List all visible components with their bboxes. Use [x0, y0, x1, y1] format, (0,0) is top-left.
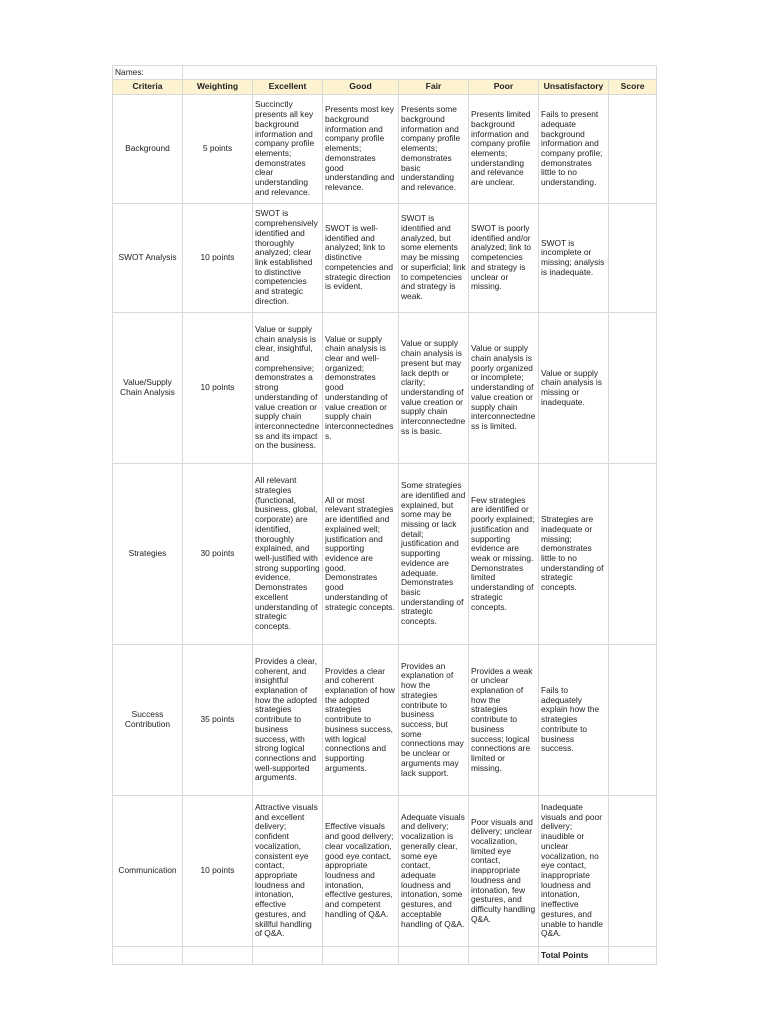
total-points-label: Total Points	[539, 947, 609, 965]
table-row	[113, 204, 657, 313]
unsatisfactory-cell: Value or supply chain analysis is missing or inadequate.	[539, 313, 609, 464]
excellent-cell: Succinctly presents all key background information and company profile elements; demonstrates clear understanding and relevance.	[253, 95, 323, 204]
score-cell[interactable]	[609, 204, 657, 313]
table-row	[113, 645, 657, 796]
good-cell: Value or supply chain analysis is clear and well-organized; demonstrates good understanding of value creation or supply chain interconnectedness.	[323, 313, 399, 464]
header-good: Good	[323, 80, 399, 95]
good-cell: Presents most key background information and company profile elements; demonstrates good understanding and relevance.	[323, 95, 399, 204]
header-unsatisfactory: Unsatisfactory	[539, 80, 609, 95]
score-cell[interactable]	[609, 645, 657, 796]
weighting-cell: 35 points	[183, 645, 253, 796]
criteria-cell: Success Contribution	[113, 645, 183, 796]
poor-cell: SWOT is poorly identified and/or analyzed; link to competencies and strategy is unclear or missing.	[469, 204, 539, 313]
good-cell: SWOT is well-identified and analyzed; link to distinctive competencies and strategic direction is evident.	[323, 204, 399, 313]
header-weighting: Weighting	[183, 80, 253, 95]
fair-cell: SWOT is identified and analyzed, but some elements may be missing or superficial; link to competencies and strategy is weak.	[399, 204, 469, 313]
criteria-cell: Communication	[113, 796, 183, 947]
good-cell: Effective visuals and good delivery; clear vocalization, good eye contact, appropriate loudness and intonation, effective gestures, and competent handling of Q&A.	[323, 796, 399, 947]
poor-cell: Value or supply chain analysis is poorly organized or incomplete; understanding of value creation or supply chain interconnectedness is limited.	[469, 313, 539, 464]
unsatisfactory-cell: SWOT is incomplete or missing; analysis is inadequate.	[539, 204, 609, 313]
excellent-cell: Value or supply chain analysis is clear, insightful, and comprehensive; demonstrates a strong understanding of value creation or supply chain interconnectedness and its impact on the business.	[253, 313, 323, 464]
table-row	[113, 796, 657, 947]
excellent-cell: Provides a clear, coherent, and insightful explanation of how the adopted strategies contribute to business success, with strong logical connections and well-supported arguments.	[253, 645, 323, 796]
empty-cell	[323, 947, 399, 965]
names-field[interactable]	[183, 66, 657, 80]
empty-cell	[113, 947, 183, 965]
table-row	[113, 313, 657, 464]
unsatisfactory-cell: Inadequate visuals and poor delivery; inaudible or unclear vocalization, no eye contact, inappropriate loudness and intonation, ineffective gestures, and unable to handle Q&A.	[539, 796, 609, 947]
excellent-cell: SWOT is comprehensively identified and thoroughly analyzed; clear link established to distinctive competencies and strategic direction.	[253, 204, 323, 313]
rubric-table	[112, 65, 657, 965]
header-fair: Fair	[399, 80, 469, 95]
empty-cell	[253, 947, 323, 965]
weighting-cell: 10 points	[183, 313, 253, 464]
poor-cell: Presents limited background information and company profile elements; understanding and relevance are unclear.	[469, 95, 539, 204]
names-label: Names:	[113, 66, 183, 80]
score-cell[interactable]	[609, 796, 657, 947]
score-cell[interactable]	[609, 464, 657, 645]
score-cell[interactable]	[609, 313, 657, 464]
good-cell: Provides a clear and coherent explanation of how the adopted strategies contribute to business success, with logical connections and supporting arguments.	[323, 645, 399, 796]
empty-cell	[183, 947, 253, 965]
fair-cell: Adequate visuals and delivery; vocalization is generally clear, some eye contact, adequate loudness and intonation, some gestures, and acceptable handling of Q&A.	[399, 796, 469, 947]
weighting-cell: 5 points	[183, 95, 253, 204]
criteria-cell: Background	[113, 95, 183, 204]
header-criteria: Criteria	[113, 80, 183, 95]
good-cell: All or most relevant strategies are identified and explained well; justification and supporting evidence are good. Demonstrates good understanding of strategic concepts.	[323, 464, 399, 645]
poor-cell: Poor visuals and delivery; unclear vocalization, limited eye contact, inappropriate loudness and intonation, few gestures, and difficulty handling Q&A.	[469, 796, 539, 947]
score-cell[interactable]	[609, 95, 657, 204]
fair-cell: Presents some background information and company profile elements; demonstrates basic understanding and relevance.	[399, 95, 469, 204]
unsatisfactory-cell: Fails to present adequate background information and company profile; demonstrates little to no understanding.	[539, 95, 609, 204]
header-poor: Poor	[469, 80, 539, 95]
unsatisfactory-cell: Strategies are inadequate or missing; demonstrates little to no understanding of strategic concepts.	[539, 464, 609, 645]
fair-cell: Provides an explanation of how the strategies contribute to business success, but some connections may be unclear or arguments may lack support.	[399, 645, 469, 796]
unsatisfactory-cell: Fails to adequately explain how the strategies contribute to business success.	[539, 645, 609, 796]
names-row	[113, 66, 657, 80]
fair-cell: Some strategies are identified and explained, but some may be missing or lack detail; justification and supporting evidence are adequate. Demonstrates basic understanding of strategic concepts.	[399, 464, 469, 645]
header-row	[113, 80, 657, 95]
fair-cell: Value or supply chain analysis is present but may lack depth or clarity; understanding of value creation or supply chain interconnectedness is basic.	[399, 313, 469, 464]
poor-cell: Provides a weak or unclear explanation of how the strategies contribute to business success; logical connections are limited or missing.	[469, 645, 539, 796]
weighting-cell: 30 points	[183, 464, 253, 645]
excellent-cell: All relevant strategies (functional, business, global, corporate) are identified, thoroughly explained, and well-justified with strong supporting evidence. Demonstrates excellent understanding of strategic concepts.	[253, 464, 323, 645]
total-score-cell[interactable]	[609, 947, 657, 965]
header-score: Score	[609, 80, 657, 95]
excellent-cell: Attractive visuals and excellent delivery; confident vocalization, consistent eye contact, appropriate loudness and intonation, effective gestures, and skillful handling of Q&A.	[253, 796, 323, 947]
criteria-cell: Strategies	[113, 464, 183, 645]
weighting-cell: 10 points	[183, 204, 253, 313]
empty-cell	[399, 947, 469, 965]
criteria-cell: Value/Supply Chain Analysis	[113, 313, 183, 464]
total-row	[113, 947, 657, 965]
weighting-cell: 10 points	[183, 796, 253, 947]
poor-cell: Few strategies are identified or poorly explained; justification and supporting evidence are weak or missing. Demonstrates limited understanding of strategic concepts.	[469, 464, 539, 645]
table-row	[113, 95, 657, 204]
header-excellent: Excellent	[253, 80, 323, 95]
table-row	[113, 464, 657, 645]
criteria-cell: SWOT Analysis	[113, 204, 183, 313]
empty-cell	[469, 947, 539, 965]
